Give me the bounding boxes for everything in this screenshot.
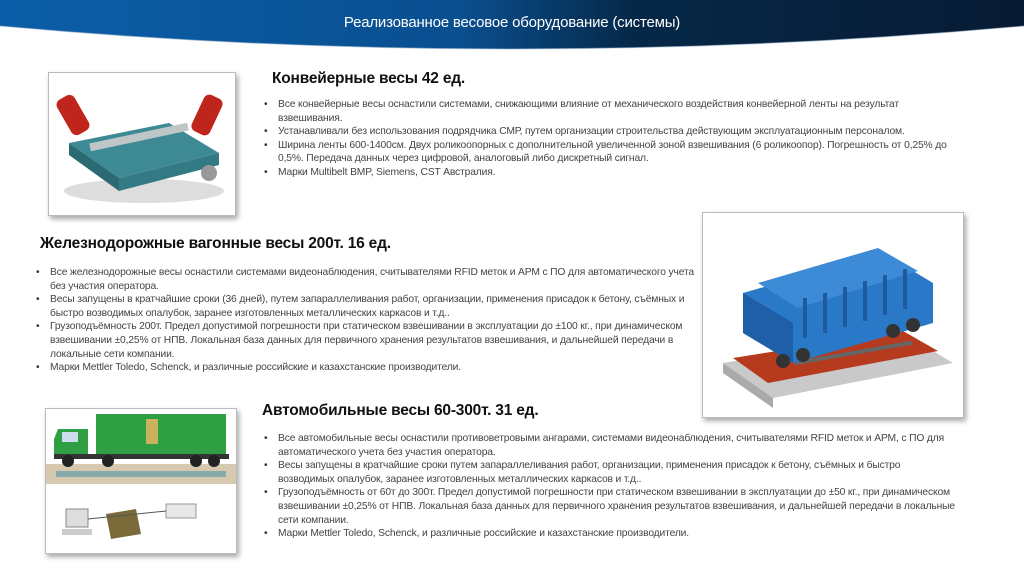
bullet-item: • Весы запущены в кратчайшие сроки (36 дней), путем запараллеливания работ, организации, применения присадок к бетону, съёмных и быстро возводимых опалубок, заранее изготовленных металлических каркасов и т.д.. — [50, 293, 700, 320]
truck-scale-image — [45, 408, 237, 554]
slide-title: Реализованное весовое оборудование (системы) — [343, 14, 681, 31]
bullet-item: • Все конвейерные весы оснастили системами, снижающими влияние от механического воздействия конвейерной ленты на результат взвешивания. — [278, 98, 958, 125]
bullet-item: • Марки Multibelt BMP, Siemens, CST Австралия. — [278, 166, 958, 180]
truck-bullets — [262, 432, 958, 541]
bullet-item: • Ширина ленты 600-1400см. Двух роликоопорных с дополнительной увеличенной зоной взвешивания (6 роликоопор). Погрешность от 0,25% до 0,5%. Передача данных через цифровой, аналоговый либо дискретный сигнал. — [278, 139, 958, 166]
bullet-item: • Все автомобильные весы оснастили противоветровыми ангарами, системами видеонаблюдения, считывателями RFID меток и АРМ, с ПО для автоматического учета без участия оператора. — [278, 432, 958, 459]
railcar-scale-image — [702, 212, 964, 418]
truck-heading: Автомобильные весы 60-300т. 31 ед. — [262, 402, 539, 419]
slide-header — [0, 0, 1024, 56]
bullet-item: • Весы запущены в кратчайшие сроки путем запараллеливания работ, организации, применения присадок к бетону, съёмных и быстро возводимых опалубок, заранее изготовленных металлических каркасов и т.д.. — [278, 459, 958, 486]
conveyor-bullets — [262, 98, 958, 180]
bullet-item: • Грузоподъёмность от 60т до 300т. Предел допустимой погрешности при статическом взвешивании в эксплуатации до ±50 кг., при динамическом взвешивании ±0,25% от НПВ. Локальная база данных для первичного хранения результатов взвешивания, и дальнейшей передачи в локальные сети компании. — [278, 486, 958, 527]
bullet-item: • Все железнодорожные весы оснастили системами видеонаблюдения, считывателями RFID меток и АРМ с ПО для автоматического учета без участия оператора. — [50, 266, 700, 293]
bullet-item: • Грузоподъёмность 200т. Предел допустимой погрешности при статическом взвешивании в эксплуатации до ±100 кг., при динамическом взвешивании ±0,25% от НПВ. Локальная база данных для первичного хранения результатов взвешивания, и дальнейшей передачи в локальные сети компании. — [50, 320, 700, 361]
conveyor-heading: Конвейерные весы 42 ед. — [272, 70, 465, 87]
bullet-item: • Марки Mettler Toledo, Schenck, и различные российские и казахстанские производители. — [278, 527, 958, 541]
railway-heading: Железнодорожные вагонные весы 200т. 16 ед. — [40, 235, 391, 252]
bullet-item: • Марки Mettler Toledo, Schenck, и различные российские и казахстанские производители. — [50, 361, 700, 375]
conveyor-scale-image — [48, 72, 236, 216]
bullet-item: • Устанавливали без использования подрядчика СМР, путем организации строительства действующим эксплуатационным персоналом. — [278, 125, 958, 139]
railway-bullets — [34, 266, 700, 375]
